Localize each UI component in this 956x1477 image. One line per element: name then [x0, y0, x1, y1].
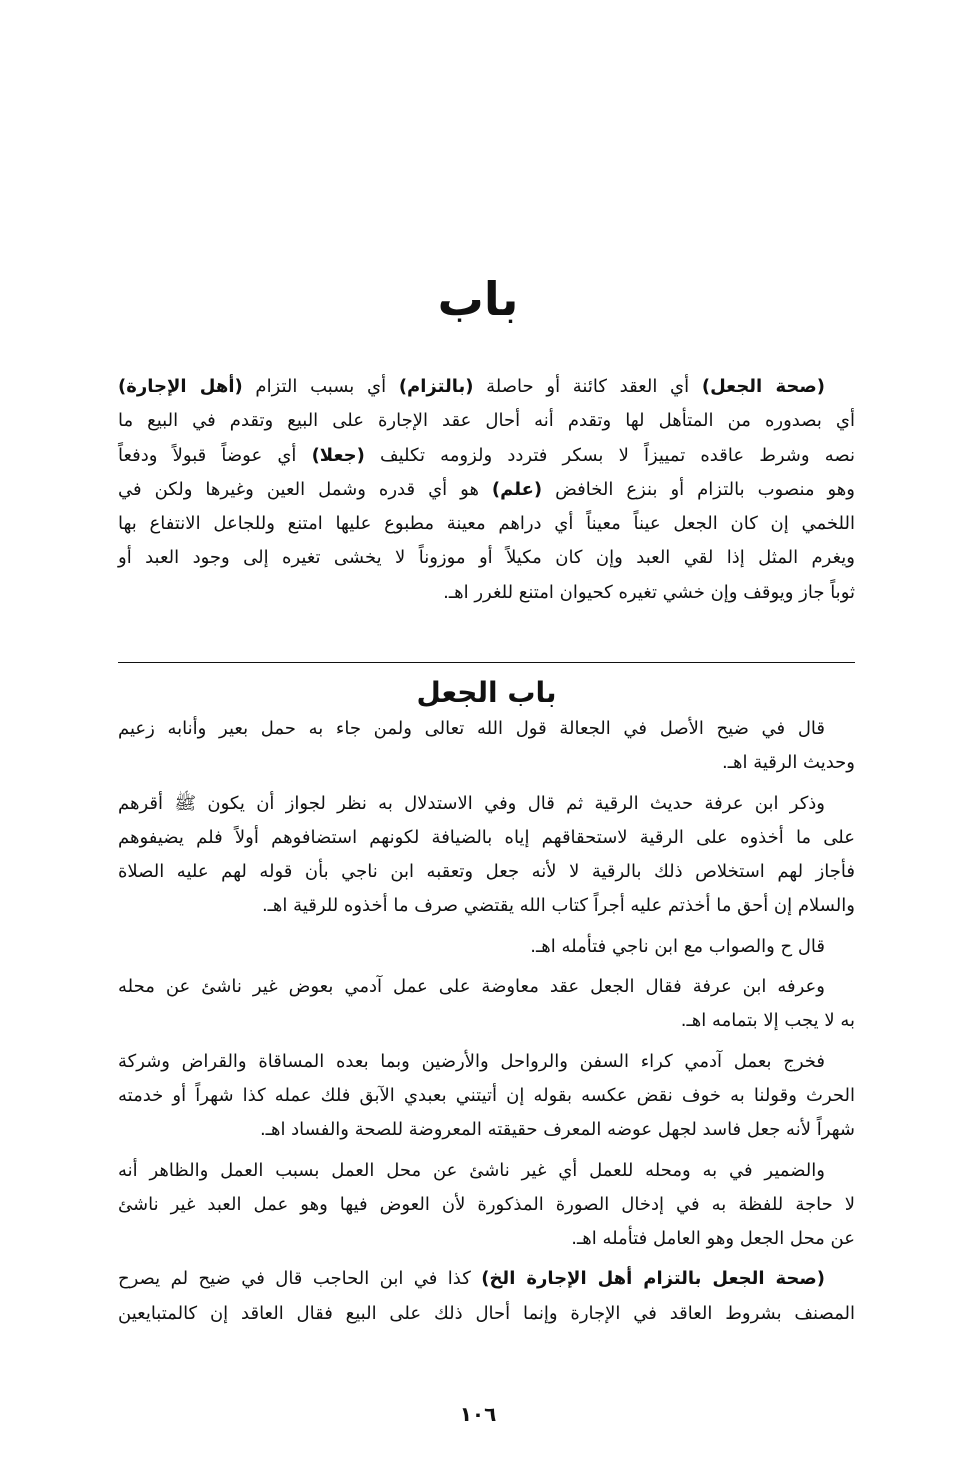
text-segment: وحديث الرقية اهـ. [722, 752, 855, 774]
text-segment: عن محل الجعل وهو العامل فتأمله اهـ. [571, 1228, 855, 1250]
text-segment: نصه وشرط عاقده تمييزاً لا بسكر فتردد ولزومه تكليف [364, 444, 855, 466]
text-segment: اللخمي إن كان الجعل عيناً معيناً أي دراهم معينة مطبوع عليها امتنع وللجاعل الانتفاع بها [118, 513, 855, 535]
text-line [118, 1262, 855, 1296]
paragraph [118, 712, 855, 781]
paragraph [118, 1045, 855, 1148]
text-line [118, 370, 855, 404]
paragraph [118, 930, 855, 964]
paragraph [118, 370, 855, 610]
paragraph [118, 1262, 855, 1331]
text-segment: والضمير في به ومحله للعمل أي غير ناشئ عن محل العمل بسبب العمل والظاهر أنه [118, 1159, 825, 1181]
paragraph [118, 970, 855, 1039]
text-segment: هو أي قدره وشمل العين وغيرها ولكن في [118, 478, 492, 500]
text-segment: والسلام إن أحق ما أخذتم عليه أجراً كتاب الله يقتضي صرف ما أخذوه للرقية اهـ. [261, 895, 855, 917]
text-segment: المصنف بشروط العاقد في الإجارة وإنما أحال ذلك على البيع فقال العاقد إن كالمتبايعين [118, 1302, 855, 1324]
text-segment: قال ح والصواب مع ابن ناجي فتأمله اهـ. [530, 935, 825, 957]
text-segment: الحرث وقولنا به خوف نقض عكسه بقوله إن أتيتني بعبدي الآبق فلك عمله كذا شهراً أو خدمته [118, 1084, 855, 1106]
page-title: باب [437, 272, 519, 326]
page-number: ١٠٦ [459, 1402, 497, 1426]
text-line [118, 507, 855, 541]
text-line [118, 404, 855, 438]
text-segment: فأجاز لهم استخلاص ذلك بالرقية لا لأنه جعل وتعقبه ابن ناجي بأن قوله لهم عليه الصلاة [118, 861, 855, 883]
text-line [118, 473, 855, 507]
text-segment: أي العقد كائنة أو حاصلة [473, 376, 702, 397]
text-line [118, 1079, 855, 1113]
text-segment: لا حاجة للفظة به في إدخال الصورة المذكورة لأن العوض فيها وهو عمل العبد غير ناشئ [118, 1193, 855, 1215]
text-segment: وعرفه ابن عرفة فقال الجعل عقد معاوضة على عمل آدمي بعوض غير ناشئ عن محله [118, 976, 825, 998]
text-segment: شهراً لأنه جعل فاسد لجهل عوضه المعرف حقيقته المعروضة للصحة والفساد اهـ. [259, 1119, 855, 1141]
text-segment: وذكر ابن عرفة حديث الرقية ثم قال وفي الاستدلال به نظر لجواز أن يكون ﷺ أقرهم [118, 792, 825, 814]
text-segment: وهو منصوب بالتزام أو بنزع الخافض [542, 478, 855, 500]
text-line [118, 746, 855, 780]
bold-matn-text: (علم) [491, 478, 543, 500]
text-line [118, 541, 855, 575]
bold-matn-text: (بالتزام) [398, 376, 474, 397]
text-line [118, 1004, 855, 1038]
chapter-heading: باب الجعل [416, 676, 557, 709]
text-segment: أي بصدوره من المتأهل لها وتقدم أنه أحال عقد الإجارة على البيع وتقدم في البيع ما [118, 410, 855, 432]
text-line [118, 1045, 855, 1079]
text-segment: أي عوضاً قبولاً ودفعاً [118, 444, 312, 466]
text-line [118, 1297, 855, 1331]
text-segment: على ما أخذوه على الرقية لاستحقاقهم إياه بالضيافة لكونهم استضافوهم أولاً فلم يضيفوهم [118, 826, 855, 848]
text-segment: أي بسبب التزام [242, 376, 399, 397]
section-divider [118, 662, 855, 663]
text-line [118, 787, 855, 821]
bold-matn-text: (أهل الإجارة) [118, 376, 243, 397]
text-line [118, 1222, 855, 1256]
text-segment: قال في ضيح الأصل في الجعالة قول الله تعالى ولمن جاء به حمل بعير وأنابه زعيم [118, 718, 825, 739]
paragraph [118, 1154, 855, 1257]
bold-matn-text: (صحة الجعل بالتزام أهل الإجارة الخ) [481, 1268, 826, 1290]
text-line [118, 1188, 855, 1222]
text-line [118, 1154, 855, 1188]
text-segment: ويغرم المثل إذا لقي العبد وإن كان مكيلاً أو موزوناً لا يخشى تغيره إلى وجود العبد أو [118, 547, 855, 569]
text-segment: ثوباً جاز ويوقف وإن خشي تغيره كحيوان امتنع للغرر اهـ. [443, 581, 855, 603]
text-line [118, 1113, 855, 1147]
text-line [118, 889, 855, 923]
text-line [118, 576, 855, 610]
text-line [118, 855, 855, 889]
commentary-section [118, 370, 855, 616]
text-line [118, 930, 855, 964]
text-segment: به لا يجب إلا بتمامه اهـ. [680, 1010, 855, 1032]
bold-matn-text: (جعلا) [311, 444, 365, 466]
text-line [118, 970, 855, 1004]
text-line [118, 712, 855, 746]
text-segment: فخرج بعمل آدمي كراء السفن والرواحل والأرضين وبما بعده المساقاة والقراض وشركة [118, 1050, 825, 1072]
bold-matn-text: (صحة الجعل) [701, 376, 825, 397]
chapter-body [118, 712, 855, 1337]
text-line [118, 439, 855, 473]
text-line [118, 821, 855, 855]
paragraph [118, 787, 855, 924]
text-segment: كذا في ابن الحاجب قال في ضيح لم يصرح [118, 1268, 482, 1290]
